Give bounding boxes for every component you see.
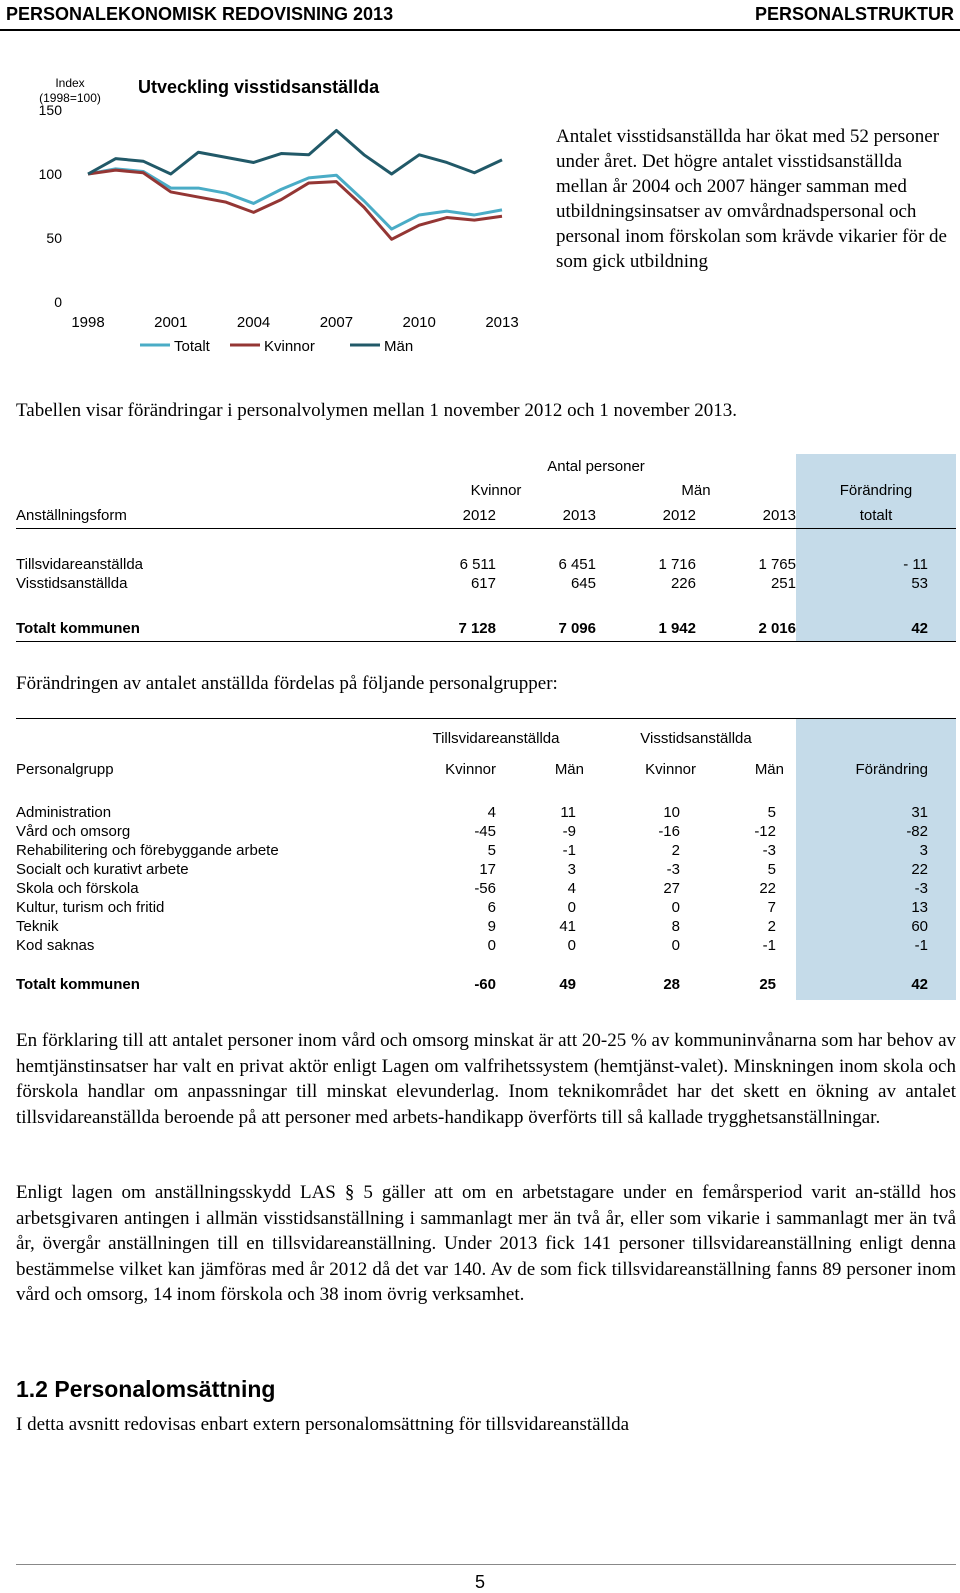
chart-svg — [0, 60, 540, 370]
group-table: Tillsvidareanställda Visstidsanställda Personalgrupp Kvinnor Män Kvinnor Män Förändring Administration 4 11 10 5 31 Vård och omsorg -45 -9 -16 -12 -82 Rehabilitering och förebyggande arbete 5 -1 2 -3 3 Socialt och kurativt arbete 17 3 -3 5 22 Skola och förskola -56 4 27 22 -3 Kultur, turism och fritid 6 0 0 7 13 Teknik 9 41 8 2 60 Kod saknas 0 0 0 -1 -1 Totalt kommunen -60 49 28 25 42 — [16, 718, 956, 1000]
series-line-kvinnor — [88, 170, 502, 239]
table-row: Vård och omsorg -45 -9 -16 -12 -82 — [16, 822, 956, 841]
total-row: Totalt kommunen 7 128 7 096 1 942 2 016 42 — [16, 617, 956, 641]
total-row: Totalt kommunen -60 49 28 25 42 — [16, 974, 956, 996]
year-header: 2012 — [462, 506, 496, 524]
totalt-header: totalt — [796, 503, 956, 528]
table-row: Administration 4 11 10 5 31 — [16, 803, 956, 822]
legend-label: Kvinnor — [264, 338, 315, 355]
paragraph-2: Enligt lagen om anställningsskydd LAS § 5 gäller att om en arbetstagare under en femårsperiod varit an-ställd hos arbetsgivaren antingen i allmän visstidsanställning i sammanlagt mer än två år, eller som vikarie i sammanlagt mer än två år, övergår anställningen till en tillsvidareanställning. Under 2013 fick 141 personer tillsvidareanställning enligt denna bestämmelse vilket kan jämföras med år 2012 då det var 140. Av de som fick tillsvidareanställning fanns 89 personer inom vård och omsorg, 14 inom förskola och 38 inom övrig verksamhet. — [16, 1182, 956, 1305]
legend-label: Män — [384, 338, 414, 355]
line-chart — [0, 60, 540, 370]
year-header: 2013 — [762, 506, 796, 524]
y-axis-label: Index — [55, 76, 85, 90]
group1-header: Tillsvidareanställda — [432, 730, 560, 747]
table-row: Kod saknas 0 0 0 -1 -1 — [16, 936, 956, 955]
y-tick-label: 150 — [38, 102, 62, 118]
table-row: Skola och förskola -56 4 27 22 -3 — [16, 879, 956, 898]
first-col-header: Personalgrupp — [16, 761, 114, 778]
chart-note: Antalet visstidsanställda har ökat med 52 personer under året. Det högre antalet visstidsanställda mellan år 2004 och 2007 hänger samman med utbildningsinsatser av omvårdnadspersonal och personal inom förskolan som krävde vikarier för de som gick utbildning — [556, 126, 947, 272]
forandring-header: Förändring — [796, 478, 956, 503]
table-row: Kultur, turism och fritid 6 0 0 7 13 — [16, 898, 956, 917]
table2-intro: Förändringen av antalet anställda fördelas på följande personalgrupper: — [16, 673, 558, 694]
header-rule — [0, 29, 960, 31]
group2-header: Visstidsanställda — [640, 730, 752, 747]
y-axis-label: (1998=100) — [39, 91, 101, 105]
y-tick-label: 50 — [46, 230, 62, 246]
first-col-header: Anställningsform — [16, 506, 127, 524]
page-header — [0, 0, 960, 30]
y-tick-label: 100 — [38, 166, 62, 182]
kvinnor-header: Kvinnor — [470, 482, 522, 499]
table-row: Teknik 9 41 8 2 60 — [16, 917, 956, 936]
table-row: Tillsvidareanställda 6 511 6 451 1 716 1 765 - 11 — [16, 555, 956, 574]
table-row: Rehabilitering och förebyggande arbete 5 -1 2 -3 3 — [16, 841, 956, 860]
y-tick-label: 0 — [54, 294, 62, 310]
year-header: 2013 — [562, 506, 596, 524]
page-number: 5 — [474, 1572, 485, 1592]
table-row: Visstidsanställda 617 645 226 251 53 — [16, 574, 956, 593]
footer-rule — [16, 1564, 956, 1565]
x-tick-label: 2007 — [319, 314, 354, 331]
man-header: Män — [681, 482, 711, 499]
table-row: Socialt och kurativt arbete 17 3 -3 5 22 — [16, 860, 956, 879]
legend-label: Totalt — [174, 338, 210, 355]
volume-table — [16, 454, 956, 642]
x-tick-label: 2004 — [236, 314, 271, 331]
paragraph-3: I detta avsnitt redovisas enbart extern personalomsättning för tillsvidareanställda — [16, 1414, 630, 1435]
year-header: 2012 — [662, 506, 696, 524]
group-header: Antal personer — [547, 457, 645, 475]
x-tick-label: 2001 — [154, 314, 188, 331]
x-tick-label: 1998 — [71, 314, 105, 331]
chart-title: Utveckling visstidsanställda — [138, 77, 380, 97]
x-tick-label: 2013 — [485, 314, 519, 331]
x-tick-label: 2010 — [402, 314, 436, 331]
series-line-män — [88, 130, 502, 174]
section-title: 1.2 Personalomsättning — [16, 1376, 276, 1402]
paragraph-1: En förklaring till att antalet personer inom vård och omsorg minskat är att 20-25 % av kommuninvånarna som har behov av hemtjänstinsatser har valt en privat aktör enligt Lagen om valfrihetssystem (hemtjänst-valet). Minskningen inom skola och förskola handlar om anpassningar till minskat elevunderlag. Inom teknikområdet har det skett en ökning av antalet tillsvidareanställda beroende på att personer med arbets-handikapp överförts till så kallade trygghetsanställningar. — [16, 1030, 956, 1128]
header-title: PERSONALEKONOMISK REDOVISNING 2013 — [6, 4, 394, 24]
header-section: PERSONALSTRUKTUR — [754, 4, 954, 24]
table1-intro: Tabellen visar förändringar i personalvolymen mellan 1 november 2012 och 1 november 2013. — [16, 400, 737, 421]
